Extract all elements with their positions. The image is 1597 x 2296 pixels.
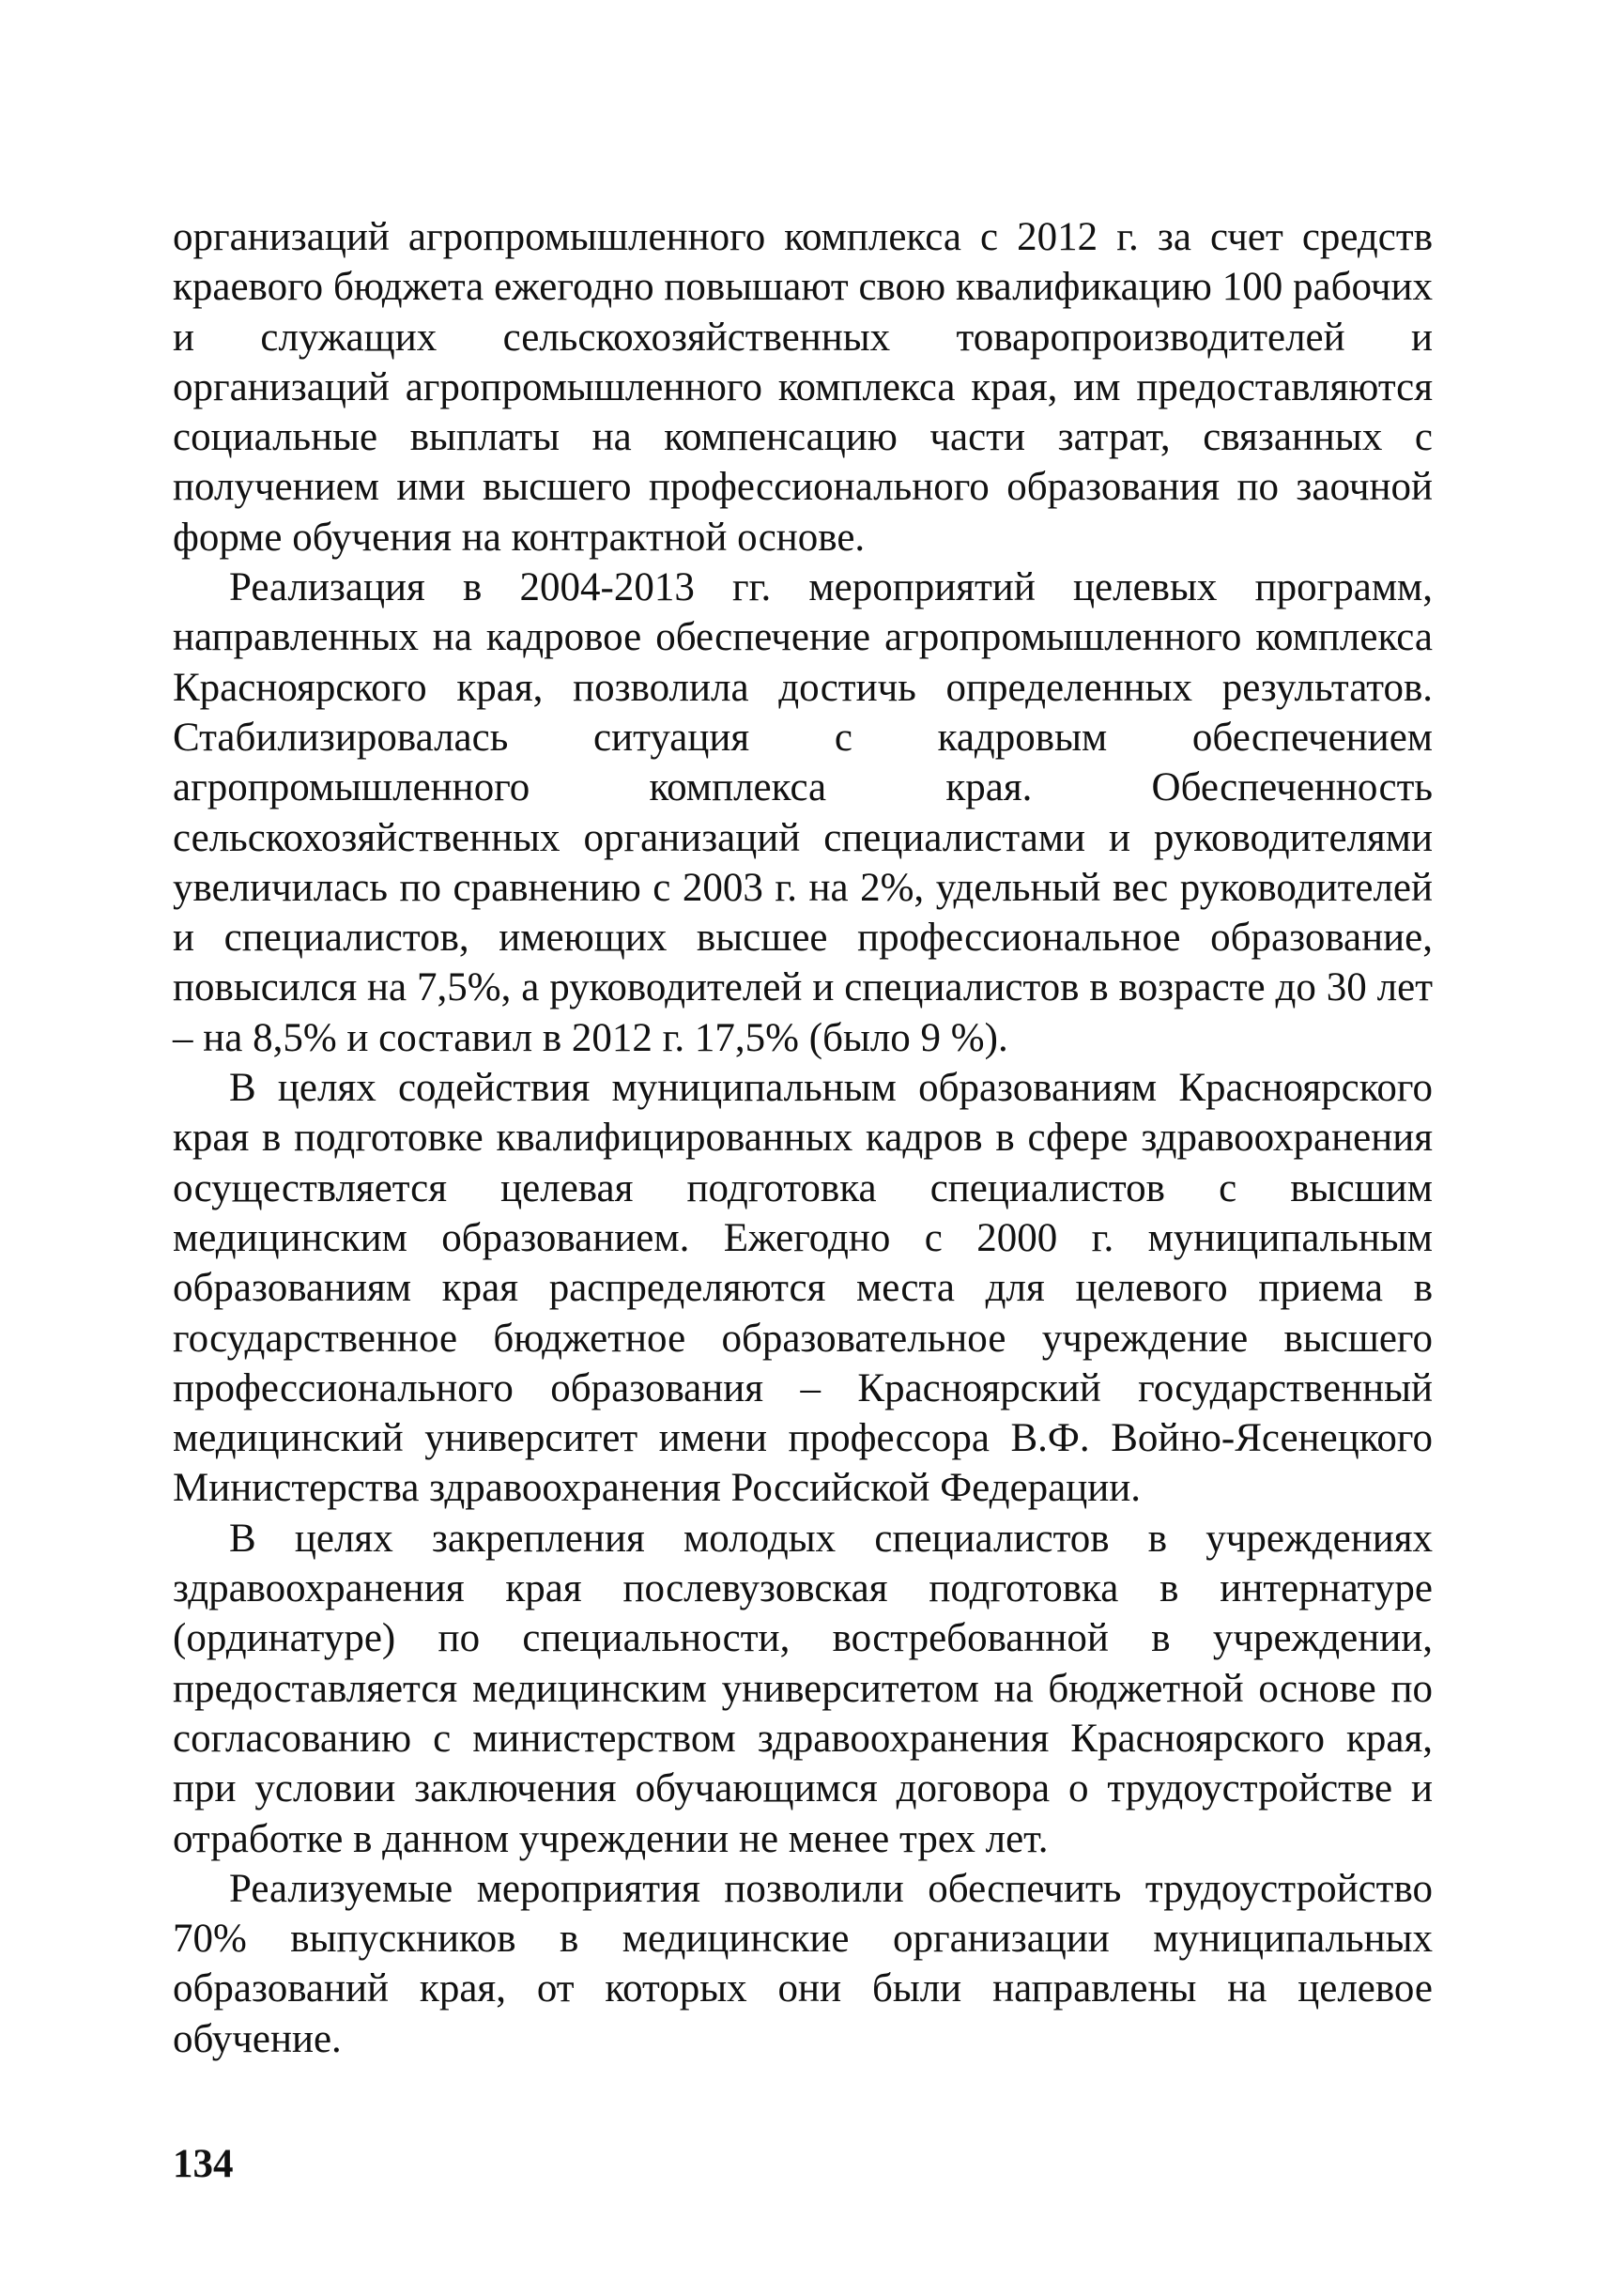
paragraph-internship: В целях закрепления молодых специалистов в учреждениях здравоохранения края послевузовская подготовка в интернатуре (ординатуре) по специальности, востребованной в учреждении, предоставляется медицинским университетом на бюджетной основе по согласованию с министерством здравоохранения Красноярского края, при условии заключения обучающимся договора о трудоустройстве и отработке в данном учреждении не менее трех лет. [173, 1516, 1433, 1861]
paragraph-employment-results: Реализуемые мероприятия позволили обеспечить трудоустройство 70% выпускников в медицинские организации муниципальных образований края, от которых они были направлены на целевое обучение. [173, 1866, 1433, 2061]
paragraph-medical-training: В целях содействия муниципальным образованиям Красноярского края в подготовке квалифицированных кадров в сфере здравоохранения осуществляется целевая подготовка специалистов с высшим медицинским образованием. Ежегодно с 2000 г. муниципальным образованиям края распределяются места для целевого приема в государственное бюджетное образовательное учреждение высшего профессионального образования – Красноярский государственный медицинский университет имени профессора В.Ф. Войно-Ясенецкого Министерства здравоохранения Российской Федерации. [173, 1066, 1433, 1511]
paragraph-agro-programs-results: Реализация в 2004-2013 гг. мероприятий целевых программ, направленных на кадровое обеспечение агропромышленного комплекса Красноярского края, позволила достичь определенных результатов. Стабилизировалась ситуация с кадровым обеспечением агропромышленного комплекса края. Обеспеченность сельскохозяйственных организаций специалистами и руководителями увеличилась по сравнению с 2003 г. на 2%, удельный вес руководителей и специалистов, имеющих высшее профессиональное образование, повысился на 7,5%, а руководителей и специалистов в возрасте до 30 лет – на 8,5% и составил в 2012 г. 17,5% (было 9 %). [173, 565, 1433, 1060]
body-text [173, 212, 1433, 2064]
page-number: 134 [173, 2142, 234, 2186]
paragraph-continuation: организаций агропромышленного комплекса с 2012 г. за счет средств краевого бюджета ежегодно повышают свою квалификацию 100 рабочих и служащих сельскохозяйственных товаропроизводителей и организаций агропромышленного комплекса края, им предоставляются социальные выплаты на компенсацию части затрат, связанных с получением ими высшего профессионального образования по заочной форме обучения на контрактной основе. [173, 215, 1433, 560]
